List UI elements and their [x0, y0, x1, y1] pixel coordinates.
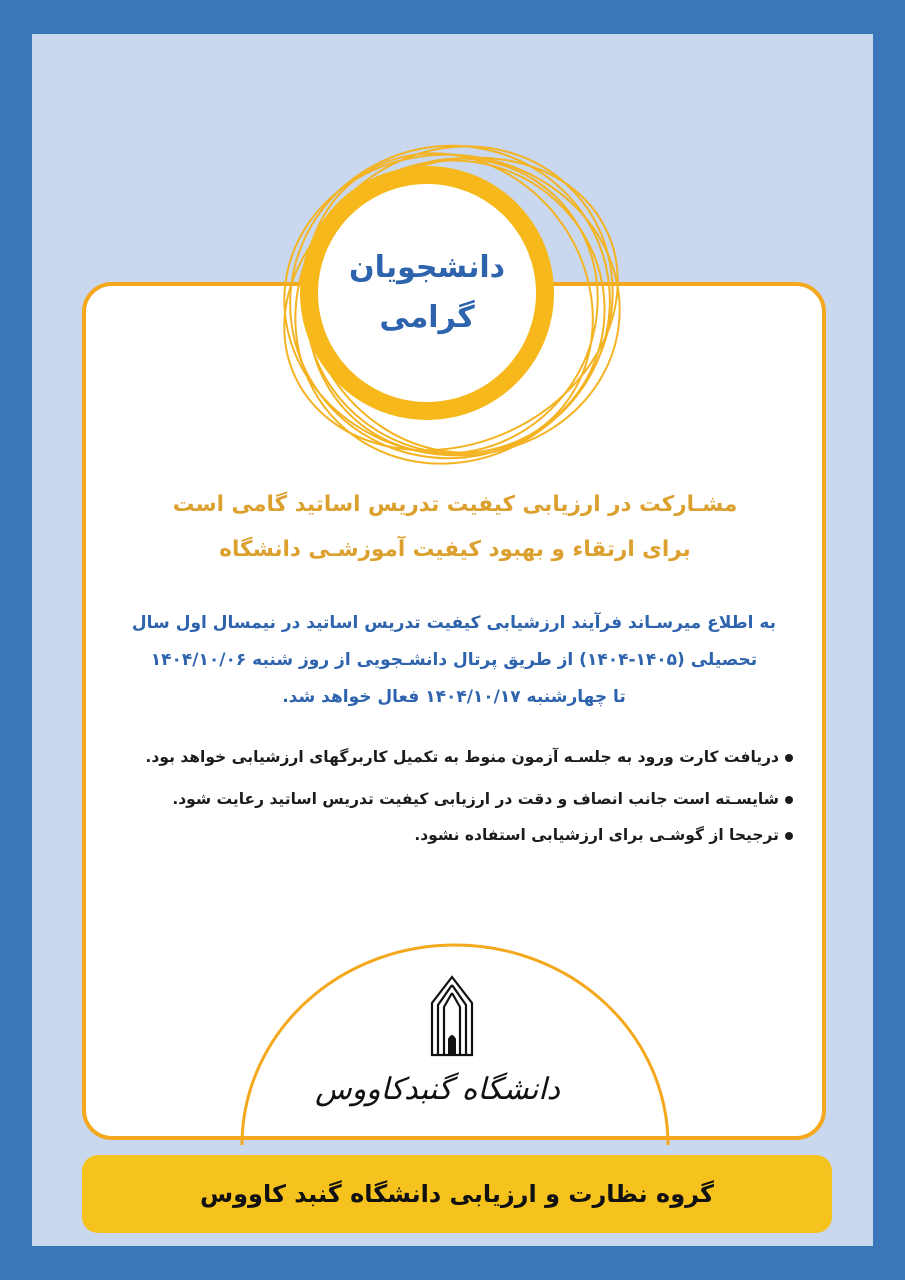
university-tower-icon: [428, 975, 476, 1057]
footer-banner: [82, 1155, 832, 1233]
greeting-badge: [318, 184, 536, 402]
bullet-dot-icon: [785, 754, 793, 762]
notice-paragraph: [92, 605, 816, 716]
university-logo-text: دانشگاه گنبدکاووس: [315, 1072, 560, 1107]
notice-line-2: تحصیلی (۱۴۰۵-۱۴۰۴) از طریق پرتال دانشـجویی از روز شنبه ۱۴۰۴/۱۰/۰۶: [150, 650, 758, 670]
badge-line-1: دانشجویان: [348, 250, 506, 285]
bullet-item: ترجیحا از گوشـی برای ارزشیابی استفاده نشود.: [103, 822, 793, 848]
footer-text: گروه نظارت و ارزیابی دانشگاه گنبد کاووس: [200, 1180, 714, 1208]
bullet-item: شایسـته است جانب انصاف و دقت در ارزیابی کیفیت تدریس اساتید رعایت شود.: [103, 786, 793, 812]
bullet-dot-icon: [785, 796, 793, 804]
notice-line-1: به اطلاع میرسـاند فرآیند ارزشیابی کیفیت تدریس اساتید در نیمسال اول سال: [131, 613, 777, 633]
bullet-item: دریافت کارت ورود به جلسـه آزمون منوط به تکمیل کاربرگهای ارزشیابی خواهد بود.: [103, 744, 793, 770]
bullet-list: [103, 744, 793, 848]
bullet-dot-icon: [785, 832, 793, 840]
headline-line-2: برای ارتقاء و بهبود کیفیت آموزشـی دانشگاه: [219, 537, 691, 562]
headline-line-1: مشـارکت در ارزیابی کیفیت تدریس اساتید گامی است: [172, 492, 738, 517]
headline: [110, 482, 800, 572]
notice-line-3: تا چهارشنبه ۱۴۰۴/۱۰/۱۷ فعال خواهد شد.: [282, 687, 626, 707]
badge-line-2: گرامی: [379, 300, 475, 335]
